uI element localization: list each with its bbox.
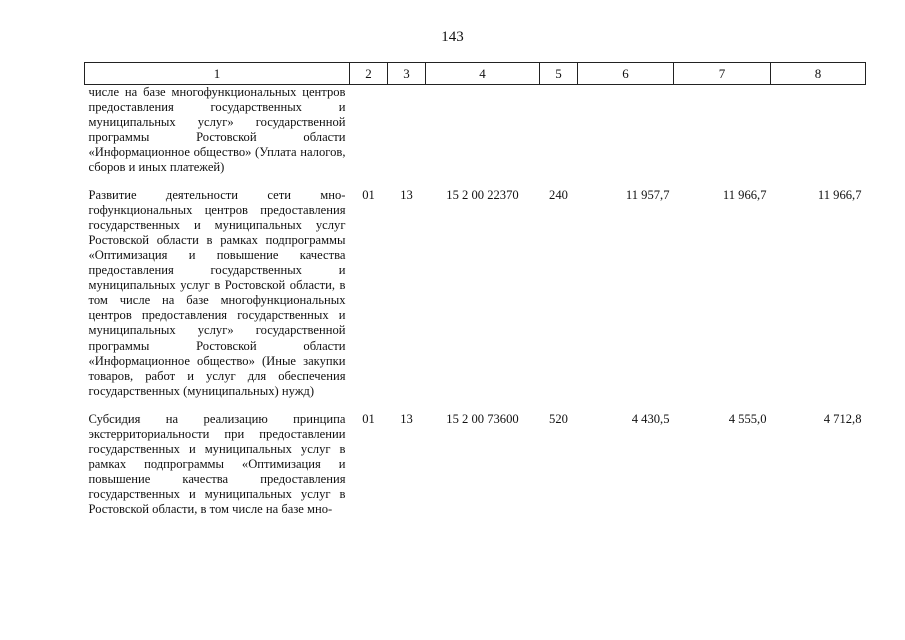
amount-col-8: 11 966,7 [817,187,862,202]
section-code: 01 [362,411,375,426]
subsection-code [388,85,426,176]
column-header-5: 5 [540,63,578,85]
column-header-3: 3 [388,63,426,85]
column-header-7: 7 [674,63,771,85]
amount-col-7 [674,85,771,176]
amount-col-7: 4 555,0 [728,411,767,426]
subsection-code: 13 [400,411,413,426]
amount-col-8: 4 712,8 [823,411,862,426]
amount-col-6: 11 957,7 [625,187,670,202]
expense-type-code: 520 [549,411,568,426]
table-row [85,176,866,399]
table-row [85,399,866,518]
table-header-row [85,63,866,85]
amount-col-6: 4 430,5 [631,411,670,426]
row-description: Развитие деятельности сети многофункциональных центров предоставления государственных и муниципальных услуг Ростовской области в рамках подпрограммы «Оптимизация и повышение качества предоставления государственных и муниципальных услуг в Ростовской области, в том числе на базе многофункциональных центров предоставления государственных и муниципальных услуг» государственной программы Ростовской области «Информационное общество» (Иные закупки товаров, работ и услуг для обеспечения государственных (муниципальных) нужд) [88,187,346,398]
column-header-4: 4 [426,63,540,85]
column-header-1: 1 [85,63,350,85]
amount-col-6 [578,85,674,176]
expense-type-code [540,85,578,176]
section-code: 01 [362,187,375,202]
row-description: Субсидия на реализацию принципа экстерриториальности при предоставлении государственных и муниципальных услуг в рамках подпрограммы «Оптимизация и повышение качества предоставления государственных и муниципальных услуг в Ростовской области, в том числе на базе мно- [88,411,346,517]
amount-col-7: 11 966,7 [722,187,767,202]
target-article-code [426,85,540,176]
amount-col-8 [771,85,866,176]
target-article-code: 15 2 00 22370 [446,187,519,202]
target-article-code: 15 2 00 73600 [446,411,519,426]
section-code [350,85,388,176]
expense-type-code: 240 [549,187,568,202]
column-header-8: 8 [771,63,866,85]
table-row [85,85,866,176]
row-description: числе на базе многофункциональных центров предоставления государственных и муниципальных услуг» государственной программы Ростовской области «Информационное общество» (Уплата налогов, сборов и иных платежей) [88,85,346,175]
subsection-code: 13 [400,187,413,202]
column-header-2: 2 [350,63,388,85]
page-number: 143 [441,29,464,45]
column-header-6: 6 [578,63,674,85]
budget-table [84,62,866,518]
